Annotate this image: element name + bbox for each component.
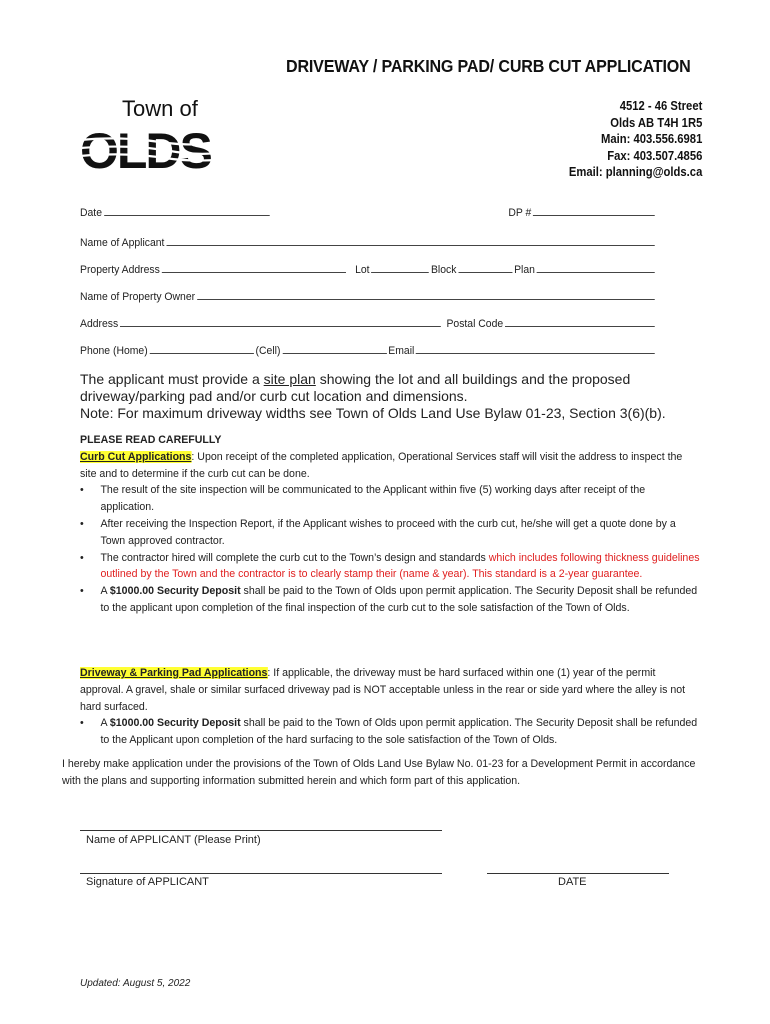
email-field[interactable] [416, 342, 655, 354]
please-read-heading: PLEASE READ CAREFULLY [80, 434, 222, 446]
site-plan-link: site plan [263, 371, 316, 387]
owner-label: Name of Property Owner [80, 291, 196, 303]
lot-field[interactable] [371, 261, 429, 273]
address-field[interactable] [120, 315, 441, 327]
dp-label: DP # [508, 207, 532, 219]
date-dp-row [80, 204, 657, 219]
owner-field[interactable] [197, 288, 655, 300]
logo-olds-text: OLDS [80, 123, 211, 176]
list-item: • After receiving the Inspection Report, if the Applicant wishes to proceed with the curb cut, he/she will get a quote done by a Town approved contractor. [80, 516, 701, 550]
plan-label: Plan [514, 264, 535, 276]
form-title: DRIVEWAY / PARKING PAD/ CURB CUT APPLICATION [286, 56, 691, 76]
block-field[interactable] [458, 261, 512, 273]
town-address-block [569, 98, 702, 181]
curb-cut-section [80, 432, 700, 617]
phone-home-label: Phone (Home) [80, 345, 148, 357]
driveway-list [80, 715, 701, 749]
address-email: Email: planning@olds.ca [568, 165, 702, 179]
plan-field[interactable] [537, 261, 655, 273]
email-label: Email [388, 345, 415, 357]
address-city: Olds AB T4H 1R5 [609, 115, 702, 130]
block-label: Block [430, 264, 457, 276]
property-row [80, 261, 657, 276]
applicant-label: Name of Applicant [80, 237, 165, 249]
declaration-text: I hereby make application under the provisions of the Town of Olds Land Use Bylaw No. 01-23 for a Development Permit in accordance with the plans and supporting information submitted herein and which form part of this application. [62, 758, 696, 787]
list-item: • A $1000.00 Security Deposit shall be paid to the Town of Olds upon permit application. The Security Deposit shall be refunded to the Applicant upon completion of the hard surfacing to the sole satisfaction of the Town of Olds. [80, 715, 701, 749]
driveway-heading: Driveway & Parking Pad Applications [80, 667, 268, 679]
security-deposit-amount: $1000.00 Security Deposit [109, 717, 241, 730]
town-of-olds-logo [80, 96, 245, 176]
date-label: Date [80, 207, 102, 219]
applicant-signature-line[interactable] [80, 873, 442, 874]
date-field[interactable] [104, 204, 270, 216]
applicant-name-label: Name of APPLICANT (Please Print) [86, 834, 261, 846]
curb-cut-heading: Curb Cut Applications [80, 450, 192, 463]
date-signature-line[interactable] [487, 873, 669, 874]
address-street: 4512 - 46 Street [619, 99, 702, 113]
address-row [80, 315, 657, 330]
site-plan-instructions [80, 371, 700, 422]
property-address-field[interactable] [162, 261, 346, 273]
cell-field[interactable] [282, 342, 386, 354]
property-address-label: Property Address [80, 264, 160, 276]
postal-code-field[interactable] [505, 315, 655, 327]
curb-cut-list [80, 482, 701, 616]
intro-text-cont: showing the lot and all buildings and the proposed driveway/parking pad and/or curb cut location and dimensions. [80, 371, 631, 404]
address-label: Address [80, 318, 119, 330]
date-signature-label: DATE [558, 876, 587, 888]
address-phone-main: Main: 403.556.6981 [600, 132, 702, 146]
logo-town-of-text: Town of [122, 96, 198, 121]
intro-text: The applicant must provide a [80, 371, 264, 387]
list-item: • A $1000.00 Security Deposit shall be paid to the Town of Olds upon permit application. The Security Deposit shall be refunded to the applicant upon completion of the final inspection of the curb cut to the sole satisfaction of the Town of Olds. [80, 583, 701, 617]
driveway-width-note: Note: For maximum driveway widths see Town of Olds Land Use Bylaw 01-23, Section 3(6)(b). [80, 405, 666, 421]
driveway-section [80, 665, 700, 749]
thickness-guideline-text: which includes following thickness guidelines outlined by the Town and the contractor is to clearly stamp their (name & year). This standard is a 2-year guarantee. [100, 551, 700, 581]
phone-home-field[interactable] [150, 342, 254, 354]
list-item: • The result of the site inspection will be communicated to the Applicant within five (5) working days after receipt of the application. [80, 482, 701, 516]
applicant-signature-label: Signature of APPLICANT [86, 876, 209, 888]
lot-label: Lot [355, 264, 370, 276]
postal-code-label: Postal Code [446, 318, 504, 330]
cell-label: (Cell) [255, 345, 281, 357]
curb-cut-text: : Upon receipt of the completed application, Operational Services staff will visit the address to inspect the site and to determine if the curb cut can be done. [80, 450, 683, 480]
address-fax: Fax: 403.507.4856 [606, 148, 702, 163]
owner-row [80, 288, 657, 303]
applicant-field[interactable] [166, 234, 654, 246]
applicant-row [80, 234, 657, 249]
list-item: • The contractor hired will complete the curb cut to the Town’s design and standards which includes following thickness guidelines outlined by the Town and the contractor is to clearly stamp their (name & year). This standard is a 2-year guarantee. [80, 550, 701, 584]
dp-field[interactable] [533, 204, 655, 216]
security-deposit-amount: $1000.00 Security Deposit [109, 585, 241, 598]
applicant-name-line[interactable] [80, 830, 442, 831]
updated-date: Updated: August 5, 2022 [80, 978, 191, 989]
driveway-text: : If applicable, the driveway must be hard surfaced within one (1) year of the permit approval. A gravel, shale or similar surfaced driveway pad is NOT acceptable unless in the rear or side yard where the alley is not hard surfaced. [80, 667, 686, 713]
phone-row [80, 342, 657, 357]
